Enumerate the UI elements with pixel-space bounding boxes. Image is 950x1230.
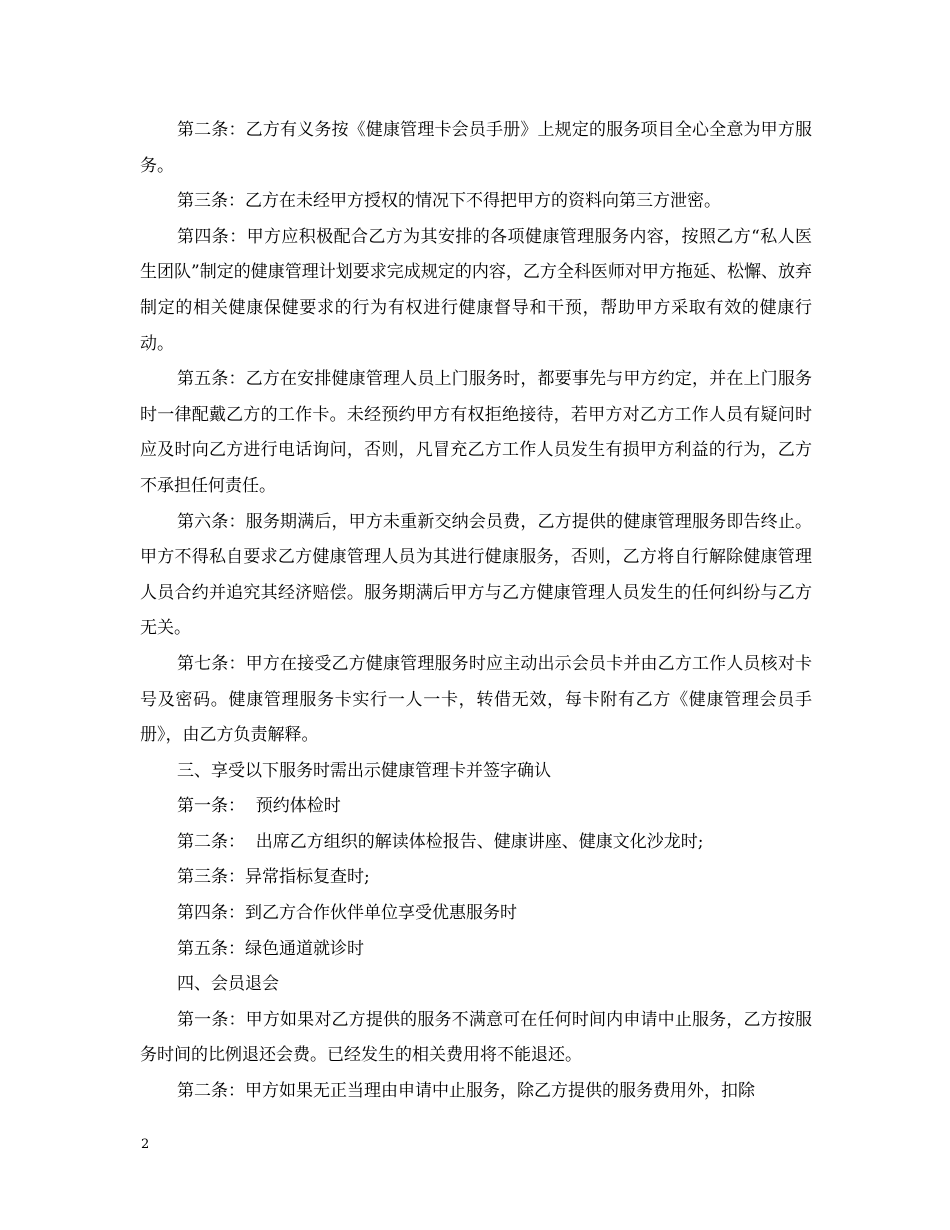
- clause-paragraph: 第七条：甲方在接受乙方健康管理服务时应主动出示会员卡并由乙方工作人员核对卡号及密码。健康管理服务卡实行一人一卡，转借无效，每卡附有乙方《健康管理会员手册》，由乙方负责解释。: [140, 653, 812, 746]
- page-number: 2: [141, 1137, 150, 1152]
- clause-paragraph: 第二条：甲方如果无正当理由申请中止服务，除乙方提供的服务费用外，扣除: [177, 1081, 755, 1102]
- clause-paragraph: 第四条：甲方应积极配合乙方为其安排的各项健康管理服务内容，按照乙方“私人医生团队”制定的健康管理计划要求完成规定的内容，乙方全科医师对甲方拖延、松懈、放弃制定的相关健康保健要求的行为有权进行健康督导和干预，帮助甲方采取有效的健康行动。: [140, 226, 812, 354]
- clause-paragraph: 第三条：异常指标复查时;: [177, 867, 370, 888]
- clause-paragraph: 第一条：甲方如果对乙方提供的服务不满意可在任何时间内申请中止服务，乙方按服务时间的比例退还会费。已经发生的相关费用将不能退还。: [140, 1009, 812, 1066]
- clause-paragraph: 第一条： 预约体检时: [177, 796, 341, 817]
- clause-paragraph: 第六条：服务期满后，甲方未重新交纳会员费，乙方提供的健康管理服务即告终止。甲方不得私自要求乙方健康管理人员为其进行健康服务，否则，乙方将自行解除健康管理人员合约并追究其经济赔偿。服务期满后甲方与乙方健康管理人员发生的任何纠纷与乙方无关。: [140, 511, 812, 639]
- clause-paragraph: 第二条： 出席乙方组织的解读体检报告、健康讲座、健康文化沙龙时;: [177, 831, 704, 852]
- section-heading: 四、会员退会: [177, 974, 279, 995]
- clause-paragraph: 第四条：到乙方合作伙伴单位享受优惠服务时: [177, 903, 517, 924]
- section-heading: 三、享受以下服务时需出示健康管理卡并签字确认: [177, 760, 551, 781]
- clause-paragraph: 第五条：乙方在安排健康管理人员上门服务时，都要事先与甲方约定，并在上门服务时一律配戴乙方的工作卡。未经预约甲方有权拒绝接待，若甲方对乙方工作人员有疑问时应及时向乙方进行电话询问，否则，凡冒充乙方工作人员发生有损甲方利益的行为，乙方不承担任何责任。: [140, 369, 812, 496]
- clause-paragraph: 第五条：绿色通道就诊时: [177, 938, 364, 959]
- document-body: [140, 113, 812, 1110]
- clause-paragraph: 第二条：乙方有义务按《健康管理卡会员手册》上规定的服务项目全心全意为甲方服务。: [140, 120, 812, 176]
- clause-paragraph: 第三条：乙方在未经甲方授权的情况下不得把甲方的资料向第三方泄密。: [177, 191, 721, 212]
